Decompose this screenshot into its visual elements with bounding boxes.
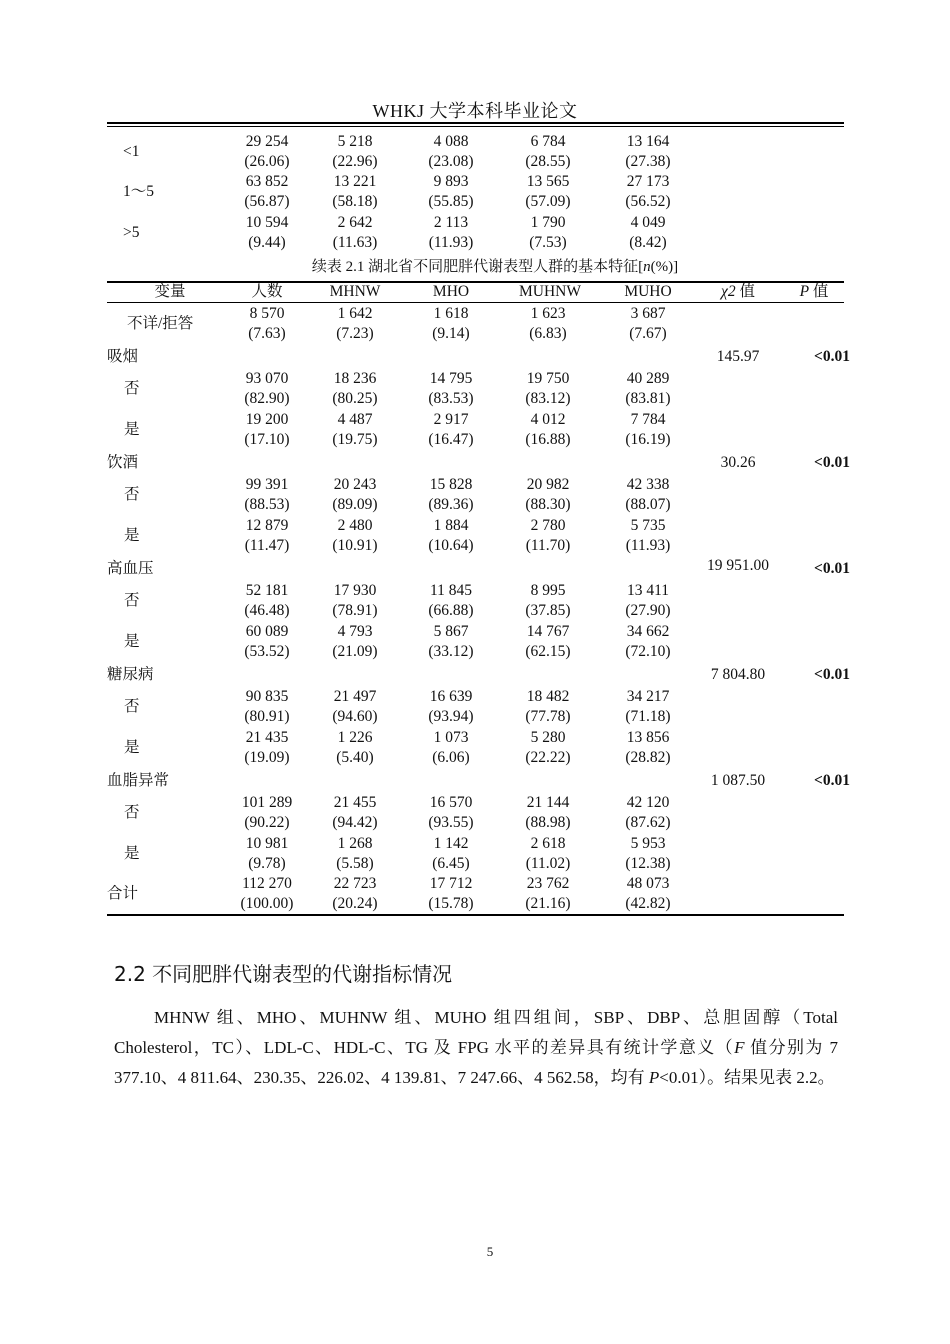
group-row-no-value: 20 982: [526, 476, 570, 493]
group-row-yes-percent: (10.64): [428, 537, 474, 554]
group-row-yes-value: 60 089: [245, 623, 289, 640]
group-chi2: 145.97: [716, 348, 760, 365]
group-row-yes-value: 4 793: [337, 623, 373, 640]
group-row-no-value: 101 289: [241, 794, 293, 811]
group-row-yes-value: 4 012: [530, 411, 566, 428]
group-row-yes-label: 是: [124, 845, 140, 862]
group-row-no-percent: (78.91): [332, 602, 378, 619]
group-row-no-percent: (83.12): [525, 390, 571, 407]
group-row-yes-value: 14 767: [526, 623, 570, 640]
group-row-no-percent: (83.81): [625, 390, 671, 407]
group-row-yes-percent: (10.91): [332, 537, 378, 554]
group-row-no-percent: (88.98): [525, 814, 571, 831]
group-name: 吸烟: [107, 348, 139, 365]
top-row-percent: (11.93): [428, 234, 474, 251]
group-row-no-label: 否: [124, 592, 140, 609]
total-row-value: 48 073: [626, 875, 670, 892]
group-name: 饮酒: [107, 454, 139, 471]
unknown-row-value: 1 618: [433, 305, 469, 322]
group-row-no-value: 21 455: [333, 794, 377, 811]
group-chi2: 30.26: [720, 454, 756, 471]
group-row-yes-percent: (11.02): [525, 855, 571, 872]
group-row-no-value: 52 181: [245, 582, 289, 599]
group-row-yes-percent: (33.12): [428, 643, 474, 660]
group-row-yes-percent: (16.19): [625, 431, 671, 448]
group-row-no-value: 42 120: [626, 794, 670, 811]
group-row-yes-percent: (9.78): [248, 855, 286, 872]
top-row-value: 4 049: [630, 214, 666, 231]
group-row-yes-value: 5 735: [630, 517, 666, 534]
top-row-value: 10 594: [245, 214, 289, 231]
group-row-no-percent: (71.18): [625, 708, 671, 725]
table-header-bottom-rule: [107, 302, 844, 303]
group-row-no-percent: (88.53): [244, 496, 290, 513]
group-row-yes-value: 5 867: [433, 623, 469, 640]
header-rule-thick: [107, 122, 844, 124]
group-row-yes-label: 是: [124, 421, 140, 438]
table-caption: 续表 2.1 湖北省不同肥胖代谢表型人群的基本特征[n(%)]: [311, 259, 679, 275]
table-bottom-rule: [107, 914, 844, 916]
group-row-no-value: 20 243: [333, 476, 377, 493]
group-row-yes-value: 1 226: [337, 729, 373, 746]
group-row-yes-value: 10 981: [245, 835, 289, 852]
unknown-row-percent: (7.63): [248, 325, 286, 342]
top-row-value: 27 173: [626, 173, 670, 190]
group-row-yes-value: 34 662: [626, 623, 670, 640]
group-row-yes-label: 是: [124, 527, 140, 544]
total-row-percent: (21.16): [525, 895, 571, 912]
group-row-yes-value: 12 879: [245, 517, 289, 534]
col-header-mho: MHO: [432, 283, 470, 300]
top-row-percent: (22.96): [332, 153, 378, 170]
unknown-row-percent: (7.23): [336, 325, 374, 342]
col-header-muho: MUHO: [624, 283, 672, 300]
total-row-value: 23 762: [526, 875, 570, 892]
total-row-percent: (100.00): [240, 895, 294, 912]
top-row-value: 9 893: [433, 173, 469, 190]
group-row-no-percent: (89.36): [428, 496, 474, 513]
group-row-no-percent: (87.62): [625, 814, 671, 831]
group-name: 血脂异常: [107, 772, 170, 789]
group-row-yes-value: 7 784: [630, 411, 666, 428]
top-row-value: 13 565: [526, 173, 570, 190]
group-row-no-percent: (46.48): [244, 602, 290, 619]
col-header-mhnw: MHNW: [329, 283, 381, 300]
unknown-row-percent: (9.14): [432, 325, 470, 342]
top-row-percent: (27.38): [625, 153, 671, 170]
group-row-yes-percent: (22.22): [525, 749, 571, 766]
page-header: WHKJ 大学本科毕业论文: [372, 101, 578, 121]
group-row-no-value: 14 795: [429, 370, 473, 387]
col-header-chi2: χ2 值: [721, 283, 755, 300]
group-row-no-value: 8 995: [530, 582, 566, 599]
group-p-value: <0.01: [814, 454, 850, 471]
page-number: 5: [486, 1244, 494, 1259]
top-row-percent: (57.09): [525, 193, 571, 210]
group-row-no-percent: (93.55): [428, 814, 474, 831]
group-row-yes-value: 19 200: [245, 411, 289, 428]
unknown-row-percent: (7.67): [629, 325, 667, 342]
top-row-value: 5 218: [337, 133, 373, 150]
group-row-yes-value: 4 487: [337, 411, 373, 428]
group-row-no-value: 93 070: [245, 370, 289, 387]
group-row-no-value: 21 497: [333, 688, 377, 705]
top-row-label: <1: [123, 143, 140, 160]
group-row-no-value: 40 289: [626, 370, 670, 387]
group-p-value: <0.01: [814, 348, 850, 365]
group-row-no-percent: (88.07): [625, 496, 671, 513]
group-row-no-percent: (93.94): [428, 708, 474, 725]
group-row-no-value: 16 570: [429, 794, 473, 811]
group-row-yes-percent: (11.70): [525, 537, 571, 554]
group-row-no-value: 18 482: [526, 688, 570, 705]
group-name: 高血压: [107, 560, 154, 577]
col-header-variable: 变量: [154, 283, 186, 300]
group-row-yes-percent: (16.47): [428, 431, 474, 448]
group-row-no-label: 否: [124, 380, 140, 397]
top-row-value: 2 113: [433, 214, 469, 231]
group-row-yes-percent: (6.45): [432, 855, 470, 872]
top-row-percent: (58.18): [332, 193, 378, 210]
top-row-percent: (7.53): [529, 234, 567, 251]
group-p-value: <0.01: [814, 560, 850, 577]
group-row-yes-value: 2 917: [433, 411, 469, 428]
group-row-no-label: 否: [124, 486, 140, 503]
header-rule-thin: [107, 126, 844, 127]
group-row-yes-value: 1 268: [337, 835, 373, 852]
top-row-percent: (26.06): [244, 153, 290, 170]
top-row-value: 29 254: [245, 133, 289, 150]
group-name: 糖尿病: [107, 666, 154, 683]
group-row-no-percent: (66.88): [428, 602, 474, 619]
group-row-yes-percent: (62.15): [525, 643, 571, 660]
group-row-no-value: 13 411: [626, 582, 670, 599]
top-row-percent: (11.63): [332, 234, 378, 251]
col-header-p: P 值: [799, 283, 829, 300]
total-row-label: 合计: [107, 885, 139, 902]
top-row-label: 1～5: [123, 183, 155, 200]
group-row-yes-percent: (72.10): [625, 643, 671, 660]
group-row-no-value: 99 391: [245, 476, 289, 493]
top-row-percent: (56.52): [625, 193, 671, 210]
unknown-row-value: 1 642: [337, 305, 373, 322]
group-row-yes-percent: (11.47): [244, 537, 290, 554]
group-row-no-percent: (80.25): [332, 390, 378, 407]
unknown-row-label: 不详/拒答: [127, 315, 194, 332]
group-row-yes-value: 1 073: [433, 729, 469, 746]
group-row-no-value: 34 217: [626, 688, 670, 705]
group-row-no-percent: (83.53): [428, 390, 474, 407]
group-row-no-percent: (94.60): [332, 708, 378, 725]
group-row-yes-percent: (53.52): [244, 643, 290, 660]
group-p-value: <0.01: [814, 666, 850, 683]
group-row-yes-percent: (5.58): [336, 855, 374, 872]
total-row-percent: (42.82): [625, 895, 671, 912]
group-row-no-value: 21 144: [526, 794, 570, 811]
group-row-no-value: 19 750: [526, 370, 570, 387]
group-row-no-value: 42 338: [626, 476, 670, 493]
top-row-percent: (23.08): [428, 153, 474, 170]
group-chi2: 19 951.00: [707, 557, 769, 574]
group-row-yes-value: 21 435: [245, 729, 289, 746]
top-row-value: 13 164: [626, 133, 670, 150]
group-row-yes-percent: (12.38): [625, 855, 671, 872]
group-row-no-percent: (27.90): [625, 602, 671, 619]
top-row-value: 6 784: [530, 133, 566, 150]
group-row-yes-value: 2 780: [530, 517, 566, 534]
group-row-yes-percent: (11.93): [625, 537, 671, 554]
group-row-yes-percent: (17.10): [244, 431, 290, 448]
top-row-percent: (8.42): [629, 234, 667, 251]
group-chi2: 7 804.80: [710, 666, 766, 683]
group-row-yes-value: 1 142: [433, 835, 469, 852]
group-row-yes-value: 2 618: [530, 835, 566, 852]
group-row-no-value: 90 835: [245, 688, 289, 705]
top-row-value: 4 088: [433, 133, 469, 150]
group-row-no-label: 否: [124, 698, 140, 715]
group-row-no-percent: (82.90): [244, 390, 290, 407]
total-row-value: 22 723: [333, 875, 377, 892]
col-header-muhnw: MUHNW: [519, 283, 581, 300]
top-row-percent: (28.55): [525, 153, 571, 170]
group-p-value: <0.01: [814, 772, 850, 789]
group-row-yes-value: 13 856: [626, 729, 670, 746]
section-heading: 2.2 不同肥胖代谢表型的代谢指标情况: [114, 962, 453, 986]
group-row-no-value: 16 639: [429, 688, 473, 705]
group-row-yes-percent: (19.09): [244, 749, 290, 766]
group-row-yes-value: 5 280: [530, 729, 566, 746]
group-row-yes-value: 2 480: [337, 517, 373, 534]
group-row-yes-percent: (5.40): [336, 749, 374, 766]
group-row-yes-percent: (21.09): [332, 643, 378, 660]
group-row-yes-label: 是: [124, 739, 140, 756]
group-row-no-value: 15 828: [429, 476, 473, 493]
top-row-percent: (9.44): [248, 234, 286, 251]
group-row-no-value: 18 236: [333, 370, 377, 387]
group-row-no-percent: (80.91): [244, 708, 290, 725]
group-row-yes-percent: (28.82): [625, 749, 671, 766]
top-row-value: 63 852: [245, 173, 289, 190]
top-row-value: 1 790: [530, 214, 566, 231]
col-header-count: 人数: [251, 283, 283, 300]
total-row-percent: (20.24): [332, 895, 378, 912]
top-row-percent: (55.85): [428, 193, 474, 210]
group-row-no-percent: (37.85): [525, 602, 571, 619]
group-row-no-value: 11 845: [429, 582, 473, 599]
group-row-yes-percent: (16.88): [525, 431, 571, 448]
unknown-row-value: 1 623: [530, 305, 566, 322]
group-row-no-percent: (90.22): [244, 814, 290, 831]
group-row-no-label: 否: [124, 804, 140, 821]
top-row-percent: (56.87): [244, 193, 290, 210]
unknown-row-percent: (6.83): [529, 325, 567, 342]
group-row-no-percent: (94.42): [332, 814, 378, 831]
body-paragraph: MHNW 组、MHO、MUHNW 组、MUHO 组四组间，SBP、DBP、总胆固醇（Total Cholesterol，TC）、LDL-C、HDL-C、TG 及 FPG 水平的差异具有统计学意义（F 值分别为 7 377.10、4 811.64、230.35、226.02、4 139.81、7 247.66、4 562.58，均有 P<0.01）。结果见表 2.2。: [114, 1008, 839, 1087]
unknown-row-value: 3 687: [630, 305, 666, 322]
total-row-value: 112 270: [242, 875, 292, 892]
group-row-no-value: 17 930: [333, 582, 377, 599]
top-row-value: 2 642: [337, 214, 373, 231]
total-row-value: 17 712: [429, 875, 473, 892]
group-row-yes-value: 5 953: [630, 835, 666, 852]
group-row-yes-label: 是: [124, 633, 140, 650]
group-row-no-percent: (88.30): [525, 496, 571, 513]
group-row-yes-value: 1 884: [433, 517, 469, 534]
group-chi2: 1 087.50: [710, 772, 766, 789]
group-row-no-percent: (89.09): [332, 496, 378, 513]
total-row-percent: (15.78): [428, 895, 474, 912]
group-row-yes-percent: (6.06): [432, 749, 470, 766]
group-row-yes-percent: (19.75): [332, 431, 378, 448]
top-row-label: >5: [123, 224, 140, 241]
unknown-row-value: 8 570: [249, 305, 285, 322]
top-row-value: 13 221: [333, 173, 377, 190]
group-row-no-percent: (77.78): [525, 708, 571, 725]
